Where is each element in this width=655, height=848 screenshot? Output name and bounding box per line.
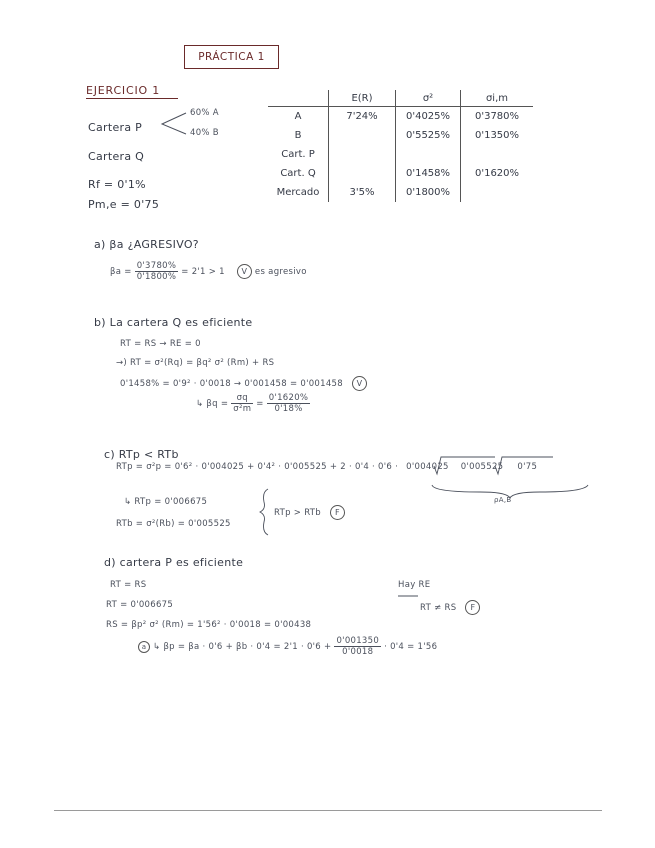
sqrt-term-b: 0'005525 bbox=[460, 462, 504, 472]
section-a-formula bbox=[110, 261, 307, 282]
fraction-denominator: 0'1800% bbox=[136, 272, 177, 282]
section-d-line4 bbox=[138, 636, 437, 657]
cell-cov: 0'1350% bbox=[461, 126, 534, 145]
cell-var: 0'1458% bbox=[396, 164, 461, 183]
cell-var: 0'1800% bbox=[396, 183, 461, 202]
cell-var bbox=[396, 145, 461, 164]
table-row bbox=[268, 145, 533, 164]
table-row bbox=[268, 183, 533, 202]
section-d-line1: RT = RS bbox=[110, 580, 147, 590]
circled-a-icon: a bbox=[138, 641, 150, 653]
table-row bbox=[268, 126, 533, 145]
section-c-line2: ↳ RTp = 0'006675 bbox=[124, 497, 208, 507]
table-row bbox=[268, 107, 533, 127]
section-b-line4 bbox=[196, 393, 310, 414]
false-mark-icon: F bbox=[465, 600, 480, 615]
sqrt-term-a: 0'004025 bbox=[406, 462, 449, 472]
section-c-conclusion bbox=[274, 505, 345, 520]
data-table bbox=[268, 90, 533, 202]
table-row bbox=[268, 164, 533, 183]
page-title: PRÁCTICA 1 bbox=[184, 45, 279, 69]
beta-a-lhs: βa = bbox=[110, 267, 132, 277]
cell-er bbox=[329, 145, 396, 164]
rf-value: Rf = 0'1% bbox=[88, 178, 146, 191]
fraction-numerator: 0'1620% bbox=[268, 393, 309, 403]
section-b-line3 bbox=[120, 376, 367, 391]
row-label: Cart. P bbox=[281, 149, 315, 160]
section-a-title: a) βa ¿AGRESIVO? bbox=[94, 238, 199, 251]
section-d-note-top: Hay RE bbox=[398, 580, 431, 590]
beta-q-fraction bbox=[231, 393, 253, 414]
section-b-line2: →) RT = σ²(Rq) = βq² σ² (Rm) + RS bbox=[116, 358, 275, 368]
cell-cov: 0'3780% bbox=[461, 107, 534, 127]
cell-cov bbox=[461, 145, 534, 164]
fraction-denominator: σ²m bbox=[233, 404, 252, 414]
cartera-p-label: Cartera P bbox=[88, 121, 143, 134]
fraction-numerator: σq bbox=[231, 393, 253, 404]
section-b-title: b) La cartera Q es eficiente bbox=[94, 316, 253, 329]
beta-p-result: · 0'4 = 1'56 bbox=[384, 642, 438, 652]
cell-er bbox=[329, 164, 396, 183]
section-d-title: d) cartera P es eficiente bbox=[104, 556, 244, 569]
section-b-line1: RT = RS → RE = 0 bbox=[120, 339, 201, 349]
beta-a-fraction bbox=[135, 261, 179, 282]
section-d-line3: RS = βp² σ² (Rm) = 1'56² · 0'0018 = 0'00438 bbox=[106, 620, 312, 630]
rt-comparison: RTp > RTb bbox=[274, 508, 321, 518]
cell-cov: 0'1620% bbox=[461, 164, 534, 183]
cell-var: 0'5525% bbox=[396, 126, 461, 145]
cell-var: 0'4025% bbox=[396, 107, 461, 127]
section-b-equation: 0'1458% = 0'9² · 0'0018 → 0'001458 = 0'001458 bbox=[120, 379, 343, 389]
row-label: B bbox=[294, 130, 302, 141]
fraction-denominator: 0'18% bbox=[274, 404, 303, 414]
beta-b-fraction bbox=[334, 636, 381, 657]
correlation-value: 0'75 bbox=[517, 462, 538, 472]
fraction-denominator: 0'0018 bbox=[342, 647, 374, 657]
section-c-variance-expr: RTp = σ²p = 0'6² · 0'004025 + 0'4² · 0'005525 + 2 · 0'4 · 0'6 · bbox=[116, 462, 399, 472]
fraction-numerator: 0'3780% bbox=[136, 261, 177, 271]
pct-b: 40% B bbox=[190, 128, 219, 138]
pct-a: 60% A bbox=[190, 108, 219, 118]
exercise-heading: EJERCICIO 1 bbox=[86, 84, 161, 97]
beta-q-value-fraction bbox=[267, 393, 311, 414]
col-header: E(R) bbox=[329, 90, 396, 107]
cell-er bbox=[329, 126, 396, 145]
cell-er: 3'5% bbox=[329, 183, 396, 202]
col-header: σi,m bbox=[461, 90, 534, 107]
cartera-q-label: Cartera Q bbox=[88, 150, 145, 163]
beta-p-expr: ↳ βp = βa · 0'6 + βb · 0'4 = 2'1 · 0'6 + bbox=[153, 642, 332, 652]
prima-value: Pm,e = 0'75 bbox=[88, 198, 160, 211]
true-mark-icon: V bbox=[352, 376, 367, 391]
equals-sign: = bbox=[256, 399, 264, 409]
beta-q-lhs: ↳ βq = bbox=[196, 399, 229, 409]
cell-cov bbox=[461, 183, 534, 202]
false-mark-icon: F bbox=[330, 505, 345, 520]
row-label: A bbox=[294, 111, 302, 122]
section-c-line3: RTb = σ²(Rb) = 0'005525 bbox=[116, 519, 231, 529]
row-label: Mercado bbox=[276, 187, 320, 198]
cell-er: 7'24% bbox=[329, 107, 396, 127]
fraction-numerator: 0'001350 bbox=[336, 636, 380, 646]
section-a-conclusion: es agresivo bbox=[254, 267, 307, 277]
section-d-line2: RT = 0'006675 bbox=[106, 600, 174, 610]
section-c-title: c) RTp < RTb bbox=[104, 448, 179, 461]
section-c-line1 bbox=[116, 462, 537, 472]
col-header: σ² bbox=[396, 90, 461, 107]
true-mark-icon: V bbox=[237, 264, 252, 279]
beta-a-rhs: = 2'1 > 1 bbox=[181, 267, 225, 277]
section-d-note bbox=[420, 600, 480, 615]
brace-label: ρA,B bbox=[494, 496, 512, 504]
col-header bbox=[268, 90, 329, 107]
page-bottom-edge bbox=[54, 810, 602, 811]
row-label: Cart. Q bbox=[280, 168, 316, 179]
rt-neq-rs: RT ≠ RS bbox=[420, 603, 457, 613]
